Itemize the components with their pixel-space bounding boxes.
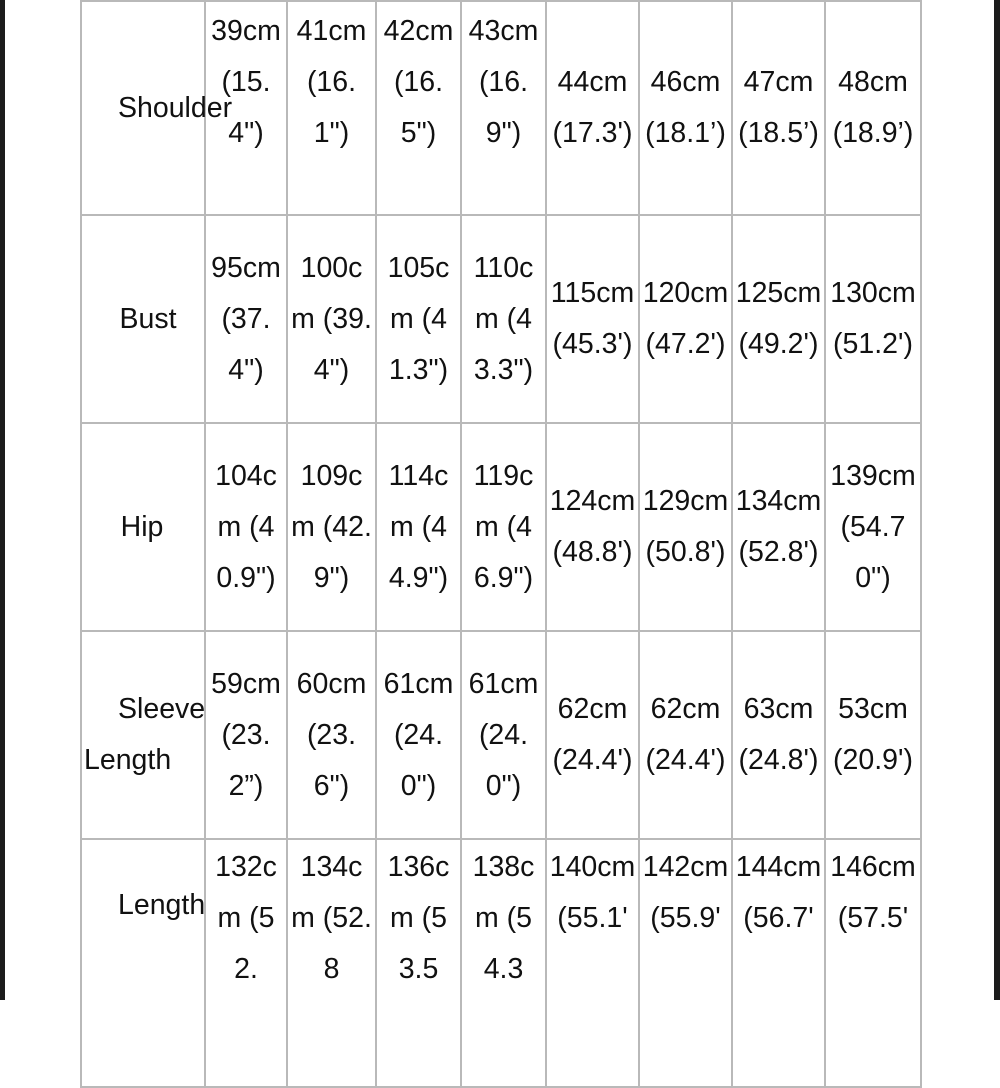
table-cell: 48cm (18.9’) <box>825 1 921 215</box>
table-row <box>81 423 921 631</box>
table-cell: 146cm (57.5' <box>825 839 921 1087</box>
table-cell: 134cm (52.8 <box>287 839 376 1087</box>
right-frame-border <box>994 0 1000 1000</box>
table-cell: 110cm (43.3") <box>461 215 546 423</box>
table-cell: 114cm (44.9") <box>376 423 461 631</box>
table-cell: 130cm (51.2') <box>825 215 921 423</box>
size-chart-table <box>80 0 922 1088</box>
table-cell: 61cm (24.0") <box>376 631 461 839</box>
row-label-shoulder: Shoulder <box>81 1 205 215</box>
table-cell: 136cm (53.5 <box>376 839 461 1087</box>
table-cell: 104cm (40.9") <box>205 423 287 631</box>
table-cell: 139cm (54.70") <box>825 423 921 631</box>
row-label-sleeve-length: Sleeve Length <box>81 631 205 839</box>
table-cell: 115cm (45.3') <box>546 215 639 423</box>
table-row <box>81 215 921 423</box>
table-cell: 95cm (37.4") <box>205 215 287 423</box>
table-cell: 44cm (17.3') <box>546 1 639 215</box>
table-cell: 144cm (56.7' <box>732 839 825 1087</box>
table-cell: 41cm (16.1") <box>287 1 376 215</box>
table-cell: 109cm (42.9") <box>287 423 376 631</box>
table-cell: 60cm (23.6") <box>287 631 376 839</box>
table-cell: 105cm (41.3") <box>376 215 461 423</box>
table-cell: 62cm (24.4') <box>639 631 732 839</box>
table-cell: 125cm (49.2') <box>732 215 825 423</box>
table-cell: 134cm (52.8') <box>732 423 825 631</box>
row-label-bust: Bust <box>81 215 205 423</box>
table-cell: 100cm (39.4") <box>287 215 376 423</box>
table-cell: 59cm (23.2”) <box>205 631 287 839</box>
table-row <box>81 631 921 839</box>
table-row <box>81 1 921 215</box>
left-frame-border <box>0 0 5 1000</box>
table-cell: 47cm (18.5’) <box>732 1 825 215</box>
table-cell: 119cm (46.9") <box>461 423 546 631</box>
table-cell: 132cm (52. <box>205 839 287 1087</box>
table-cell: 120cm (47.2') <box>639 215 732 423</box>
table-cell: 46cm (18.1’) <box>639 1 732 215</box>
table-cell: 142cm (55.9' <box>639 839 732 1087</box>
table-cell: 42cm (16.5") <box>376 1 461 215</box>
table-cell: 124cm (48.8') <box>546 423 639 631</box>
table-cell: 62cm (24.4') <box>546 631 639 839</box>
row-label-length: Length <box>81 839 205 1087</box>
table-cell: 140cm (55.1' <box>546 839 639 1087</box>
table-cell: 53cm (20.9') <box>825 631 921 839</box>
row-label-hip: Hip <box>81 423 205 631</box>
table-cell: 129cm (50.8') <box>639 423 732 631</box>
table-cell: 61cm (24.0") <box>461 631 546 839</box>
table-row <box>81 839 921 1087</box>
table-cell: 43cm (16.9") <box>461 1 546 215</box>
table-cell: 138cm (54.3 <box>461 839 546 1087</box>
table-cell: 63cm (24.8') <box>732 631 825 839</box>
table-cell: 39cm (15.4") <box>205 1 287 215</box>
